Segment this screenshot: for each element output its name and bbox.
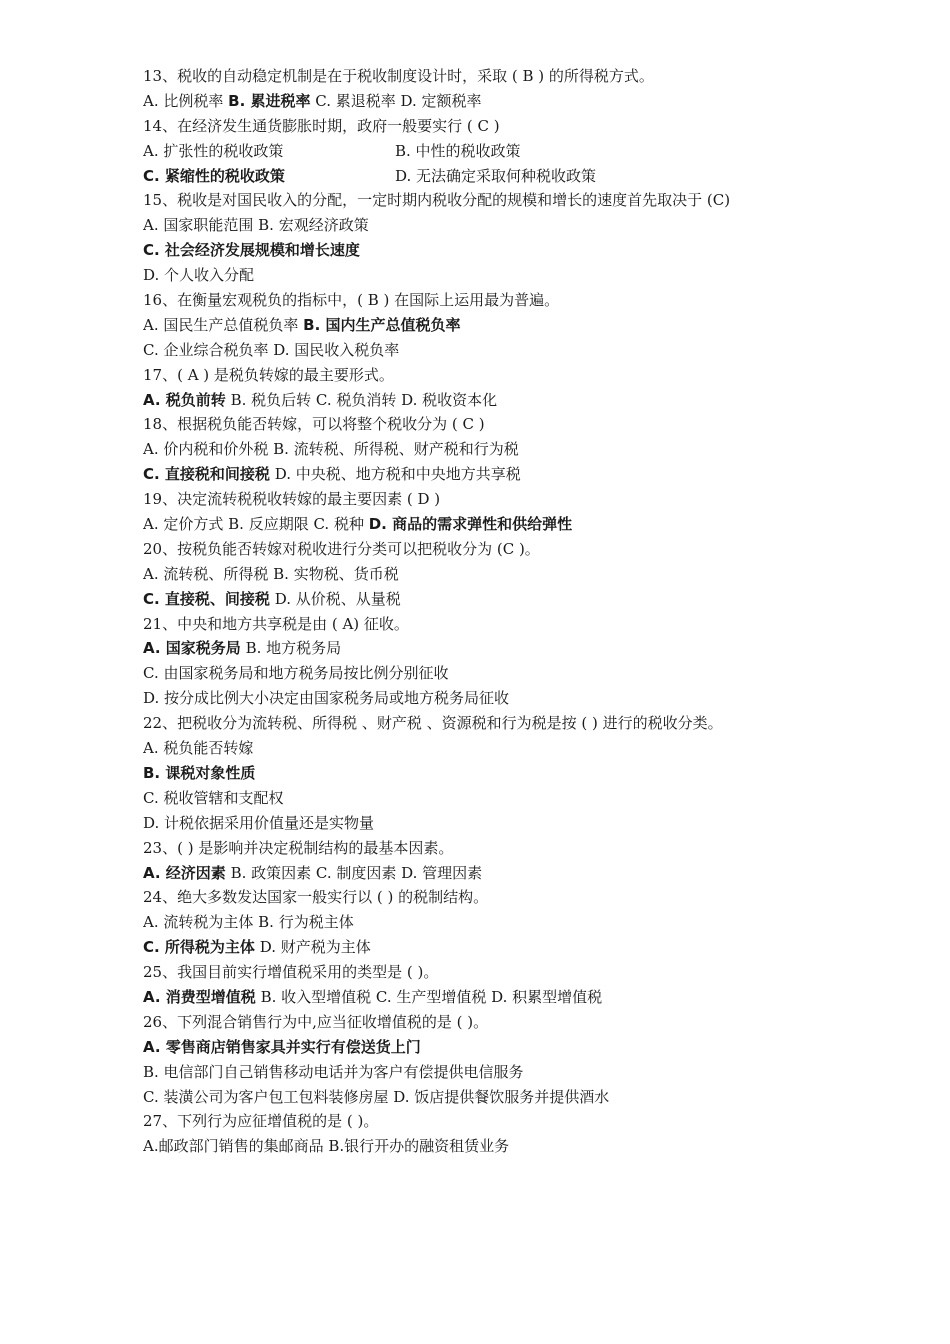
text-line [143,636,910,661]
answer-text: D. 商品的需求弹性和供给弹性 [368,515,573,534]
text-line [143,1010,910,1035]
text-run: B. 电信部门自己销售移动电话并为客户有偿提供电信服务 [143,1062,524,1081]
text-line [143,761,910,786]
text-run: 25、我国目前实行增值税采用的类型是 ( )。 [143,963,439,982]
text-line [143,861,910,886]
text-line [143,1060,910,1085]
answer-text: C. 社会经济发展规模和增长速度 [143,241,360,260]
text-run: A. 国民生产总值税负率 [143,315,304,334]
text-line [143,114,910,139]
text-line [143,338,910,363]
text-line [143,836,910,861]
text-line [143,213,910,238]
text-run: B. 税负后转 C. 税负消转 D. 税收资本化 [225,390,498,409]
text-run: C. 由国家税务局和地方税务局按比例分别征收 [143,664,449,683]
text-run: D. 从价税、从量税 [269,589,401,608]
text-run: 27、下列行为应征增值税的是 ( )。 [143,1112,379,1131]
text-line [143,1085,910,1110]
text-run: C. 装潢公司为客户包工包料装修房屋 D. 饭店提供餐饮服务并提供酒水 [143,1087,610,1106]
text-run: D. 无法确定采取何种税收政策 [395,166,597,185]
text-run: 22、把税收分为流转税、所得税 、财产税 、资源税和行为税是按 ( ) 进行的税收分类。 [143,714,723,733]
answer-text: C. 紧缩性的税收政策 [143,166,285,185]
text-run: 24、绝大多数发达国家一般实行以 ( ) 的税制结构。 [143,888,489,907]
text-line [143,487,910,512]
text-line [143,288,910,313]
text-run: A. 价内税和价外税 B. 流转税、所得税、财产税和行为税 [143,440,519,459]
text-run: C. 累退税率 D. 定额税率 [310,91,482,110]
text-line [143,711,910,736]
text-run: 16、在衡量宏观税负的指标中，( B ) 在国际上运用最为普遍。 [143,291,560,310]
text-line [143,811,910,836]
text-run: 26、下列混合销售行为中,应当征收增值税的是 ( )。 [143,1012,489,1031]
text-run: D. 财产税为主体 [254,938,371,957]
text-run: 19、决定流转税税收转嫁的最主要因素 ( D ) [143,490,441,509]
text-run: D. 计税依据采用价值量还是实物量 [143,813,375,832]
text-line [143,437,910,462]
text-run: B. 地方税务局 [240,639,342,658]
answer-text: C. 直接税、间接税 [143,589,270,608]
text-run: C. 税收管辖和支配权 [143,788,284,807]
text-line [143,313,910,338]
text-run: A. 税负能否转嫁 [143,739,254,758]
text-run: D. 个人收入分配 [143,266,255,285]
text-run: D. 中央税、地方税和中央地方共享税 [269,465,521,484]
text-line [143,89,910,114]
answer-text: C. 直接税和间接税 [143,465,270,484]
text-line [143,661,910,686]
text-line [143,512,910,537]
text-line [143,363,910,388]
answer-text: A. 税负前转 [143,390,226,409]
text-line [143,238,910,263]
text-run: 21、中央和地方共享税是由 ( A) 征收。 [143,614,409,633]
answer-text: B. 累进税率 [228,91,311,110]
answer-text: B. 课税对象性质 [143,763,256,782]
text-run: C. 企业综合税负率 D. 国民收入税负率 [143,340,400,359]
text-line [143,612,910,637]
text-run: A. 流转税、所得税 B. 实物税、货币税 [143,564,399,583]
text-line [143,462,910,487]
text-run: 15、税收是对国民收入的分配，一定时期内税收分配的规模和增长的速度首先取决于 (C) [143,191,731,210]
answer-text: B. 国内生产总值税负率 [303,315,461,334]
text-line [143,1109,910,1134]
text-line [143,412,910,437]
text-line [143,786,910,811]
text-run: 20、按税负能否转嫁对税收进行分类可以把税收分为 (C )。 [143,539,540,558]
answer-text: A. 国家税务局 [143,639,241,658]
text-line [143,910,910,935]
text-run: A. 定价方式 B. 反应期限 C. 税种 [143,515,369,534]
text-run: B. 中性的税收政策 [395,141,521,160]
answer-text: A. 经济因素 [143,863,226,882]
text-run: A. 国家职能范围 B. 宏观经济政策 [143,216,369,235]
text-run: 13、税收的自动稳定机制是在于税收制度设计时，采取 ( B ) 的所得税方式。 [143,67,654,85]
answer-text: A. 零售商店销售家具并实行有偿送货上门 [143,1037,421,1056]
text-run: B. 政策因素 C. 制度因素 D. 管理因素 [225,863,483,882]
text-run: B. 收入型增值税 C. 生产型增值税 D. 积累型增值税 [255,987,603,1006]
text-line [143,188,910,213]
text-run: 23、( ) 是影响并决定税制结构的最基本因素。 [143,838,454,857]
text-line [143,960,910,985]
answer-text: C. 所得税为主体 [143,938,255,957]
text-line [143,736,910,761]
text-run: 17、( A ) 是税负转嫁的最主要形式。 [143,365,394,384]
text-line [143,1035,910,1060]
text-run: A. 比例税率 [143,91,229,110]
text-line [143,263,910,288]
text-line [143,64,910,89]
answer-text: A. 消费型增值税 [143,987,256,1006]
text-line [143,686,910,711]
text-line [143,388,910,413]
text-run: A. 扩张性的税收政策 [143,141,284,160]
text-run: A. 流转税为主体 B. 行为税主体 [143,913,354,932]
text-run: 14、在经济发生通货膨胀时期，政府一般要实行 ( C ) [143,116,500,135]
text-line [143,139,910,164]
text-run: D. 按分成比例大小决定由国家税务局或地方税务局征收 [143,689,510,708]
text-line [143,1134,910,1159]
text-run: 18、根据税负能否转嫁，可以将整个税收分为 ( C ) [143,415,485,434]
text-run: A.邮政部门销售的集邮商品 B.银行开办的融资租赁业务 [143,1137,510,1156]
text-line [143,885,910,910]
text-line [143,537,910,562]
text-line [143,935,910,960]
text-line [143,587,910,612]
text-line [143,562,910,587]
text-line [143,985,910,1010]
text-line [143,164,910,189]
